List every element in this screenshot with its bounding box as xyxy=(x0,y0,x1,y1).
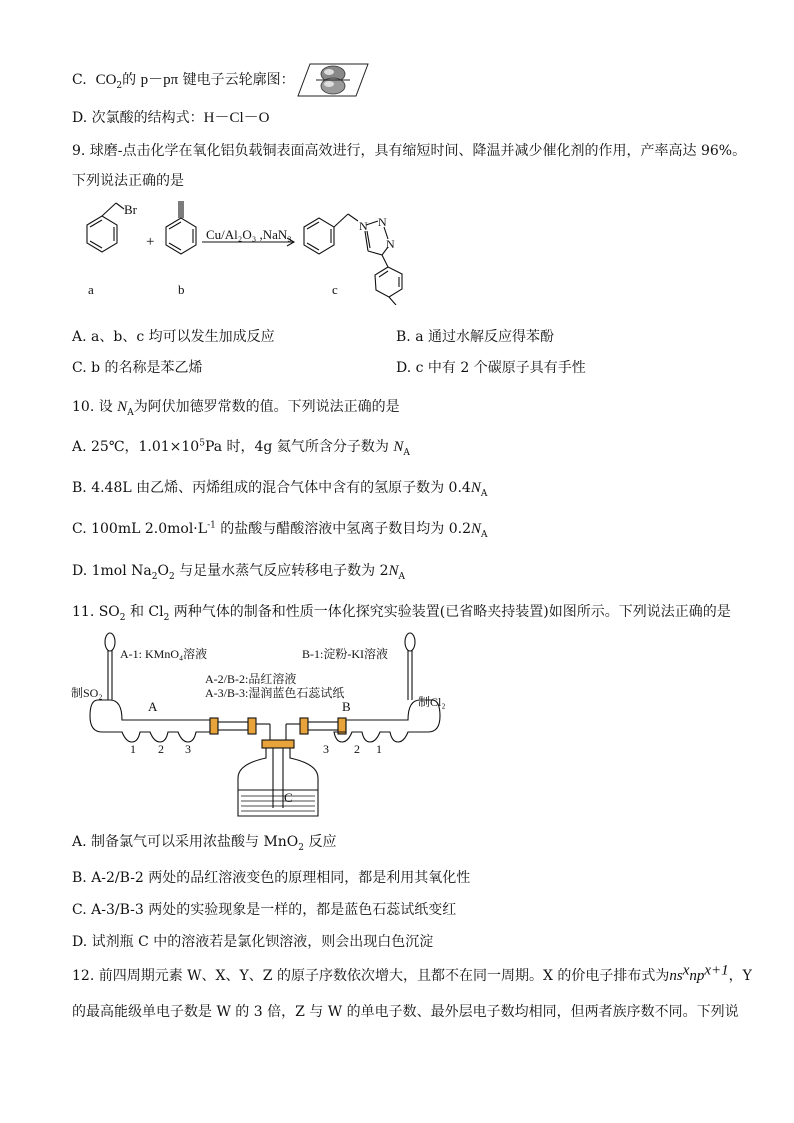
q11-opta-pre: A. 制备氯气可以采用浓盐酸与 MnO xyxy=(72,834,299,850)
q9-n2: N xyxy=(378,215,387,229)
q10-optc-a: A xyxy=(481,529,488,540)
q10-option-d xyxy=(72,561,405,581)
q11-fig-left-1: 1 xyxy=(130,742,136,756)
q8-optd-prefix: D. 次氯酸的结构式： xyxy=(72,110,204,126)
q9-reaction-scheme xyxy=(66,195,446,305)
q10-opta-mid: Pa 时，4g 氦气所含分子数为 xyxy=(204,439,389,455)
q8-optc-text1: 的 xyxy=(122,72,137,88)
q9-label-a: a xyxy=(88,282,94,297)
q10-optd-na: N xyxy=(388,563,399,579)
pi-bond-cloud-diagram xyxy=(296,62,370,98)
q9-br-label: Br xyxy=(124,202,137,217)
q11-fig-left-3: 3 xyxy=(185,742,191,756)
q10-optc-mid: 的盐酸与醋酸溶液中氢离子数目均为 0.2 xyxy=(215,521,472,537)
q10-option-c xyxy=(72,519,488,539)
q12-line2: 的最高能级单电子数是 W 的 3 倍，Z 与 W 的单电子数、最外层电子数均相同，但两者族序数不同。下列说 xyxy=(72,1004,739,1020)
q9-option-c: C. b 的名称是苯乙烯 xyxy=(72,360,203,376)
q11-stem-s2: 2 xyxy=(163,612,170,623)
q10-stem xyxy=(72,397,400,417)
q11-stem-pre: 11. SO xyxy=(72,604,120,620)
q8-optc-prefix: C. xyxy=(72,72,87,88)
q11-stem-and: 和 Cl xyxy=(125,604,164,620)
q10-option-a xyxy=(72,437,410,457)
q11-fig-so2: 制SO₂ xyxy=(71,686,103,700)
q10-optb-na: N xyxy=(470,480,481,496)
q11-fig-cl2: 制Cl₂ xyxy=(418,695,446,709)
q11-stem-post: 两种气体的制备和性质一体化探究实验装置(已省略夹持装置)如图所示。下列说法正确的是 xyxy=(169,604,731,620)
q11-fig-b: B xyxy=(342,699,351,714)
q10-optd-a: A xyxy=(398,571,406,582)
q10-opta-sup: 5 xyxy=(199,438,205,449)
q12-x: x xyxy=(682,962,690,979)
q9-n3: N xyxy=(386,237,395,251)
q10-stem-a: A xyxy=(127,407,134,418)
q10-optd-mid: 与足量水蒸气反应转移电子数为 2 xyxy=(174,563,389,579)
q10-stem-post: 为阿伏加德罗常数的值。下列说法正确的是 xyxy=(133,399,400,415)
q11-fig-left-2: 2 xyxy=(158,742,164,756)
q9-reagent: Cu/Al₂O₃ ,NaN₃ xyxy=(206,227,292,242)
q11-fig-a2: A-2/B-2:品红溶液 xyxy=(205,672,297,686)
q10-optc-pre: C. 100mL 2.0mol·L xyxy=(72,521,208,537)
q9-stem-line2: 下列说法正确的是 xyxy=(72,173,184,189)
q8-optc-formula: CO xyxy=(95,72,117,88)
q9-option-b: B. a 通过水解反应得苯酚 xyxy=(396,329,554,345)
q8-optc-text2: 键电子云轮廓图： xyxy=(182,72,295,88)
q9-option-a: A. a、b、c 均可以发生加成反应 xyxy=(72,329,275,345)
q10-opta-na: N xyxy=(393,439,404,455)
q10-opta-pre: A. 25℃，1.01×10 xyxy=(72,439,200,455)
q10-optd-pre: D. 1mol Na xyxy=(72,563,152,579)
q11-fig-right-1: 1 xyxy=(376,742,382,756)
q10-optd-o: O xyxy=(157,563,169,579)
q9-plus: + xyxy=(146,234,155,250)
q10-opta-a: A xyxy=(403,447,410,458)
q11-fig-right-3: 3 xyxy=(323,742,329,756)
q10-optb-pre: B. 4.48L 由乙烯、丙烯组成的混合气体中含有的氢原子数为 0.4 xyxy=(72,480,471,496)
q10-optd-s2: 2 xyxy=(168,571,175,582)
q11-fig-right-2: 2 xyxy=(354,742,360,756)
q11-fig-a3: A-3/B-3:湿润蓝色石蕊试纸 xyxy=(205,686,345,700)
q10-stem-na: N xyxy=(117,399,128,415)
q11-fig-b1: B-1:淀粉-KI溶液 xyxy=(302,647,388,661)
q12-np: np xyxy=(689,968,705,984)
q11-fig-a1: A-1: KMnO₄溶液 xyxy=(120,647,208,661)
q10-option-b xyxy=(72,478,487,498)
q9-option-d: D. c 中有 2 个碳原子具有手性 xyxy=(396,360,586,376)
q8-option-c xyxy=(72,70,295,90)
q11-option-d: D. 试剂瓶 C 中的溶液若是氯化钡溶液，则会出现白色沉淀 xyxy=(72,934,434,950)
q8-option-d xyxy=(72,108,269,128)
q9-stem-line1: 9. 球磨-点击化学在氧化铝负载铜表面高效进行，具有缩短时间、降温并减少催化剂的作用，产率高达 96%。 xyxy=(72,143,747,159)
q12-line1 xyxy=(72,962,752,986)
q11-stem-s1: 2 xyxy=(119,612,126,623)
q10-stem-pre: 10. 设 xyxy=(72,399,113,415)
q9-label-b: b xyxy=(178,282,185,297)
q11-opta-sub: 2 xyxy=(298,842,305,853)
q9-n1: N xyxy=(359,219,368,233)
q10-optd-s1: 2 xyxy=(151,571,158,582)
q10-optc-na: N xyxy=(471,521,482,537)
q10-optc-sup: -1 xyxy=(207,520,216,531)
q10-optb-a: A xyxy=(480,488,488,499)
q11-fig-c: C xyxy=(284,790,293,805)
q9-label-c: c xyxy=(332,282,338,297)
q11-stem xyxy=(72,602,731,622)
q12-line1-pre: 12. 前四周期元素 W、X、Y、Z 的原子序数依次增大，且都不在同一周期。X 的价电子排布式为 xyxy=(72,968,670,984)
q8-optd-formula: H－Cl－O xyxy=(203,110,270,126)
q11-option-a xyxy=(72,832,336,852)
q11-option-c: C. A-3/B-3 两处的实验现象是一样的，都是蓝色石蕊试纸变红 xyxy=(72,902,457,918)
q12-ns: ns xyxy=(669,968,683,984)
q12-x1: x+1 xyxy=(704,962,729,979)
q11-option-b: B. A-2/B-2 两处的品红溶液变色的原理相同，都是利用其氧化性 xyxy=(72,870,471,886)
q12-line1-post: ，Y xyxy=(728,968,752,984)
q11-opta-post: 反应 xyxy=(304,834,337,850)
q8-optc-sub: 2 xyxy=(116,80,123,91)
q11-fig-a: A xyxy=(148,699,158,714)
q8-optc-bond: p－pπ xyxy=(140,72,179,88)
